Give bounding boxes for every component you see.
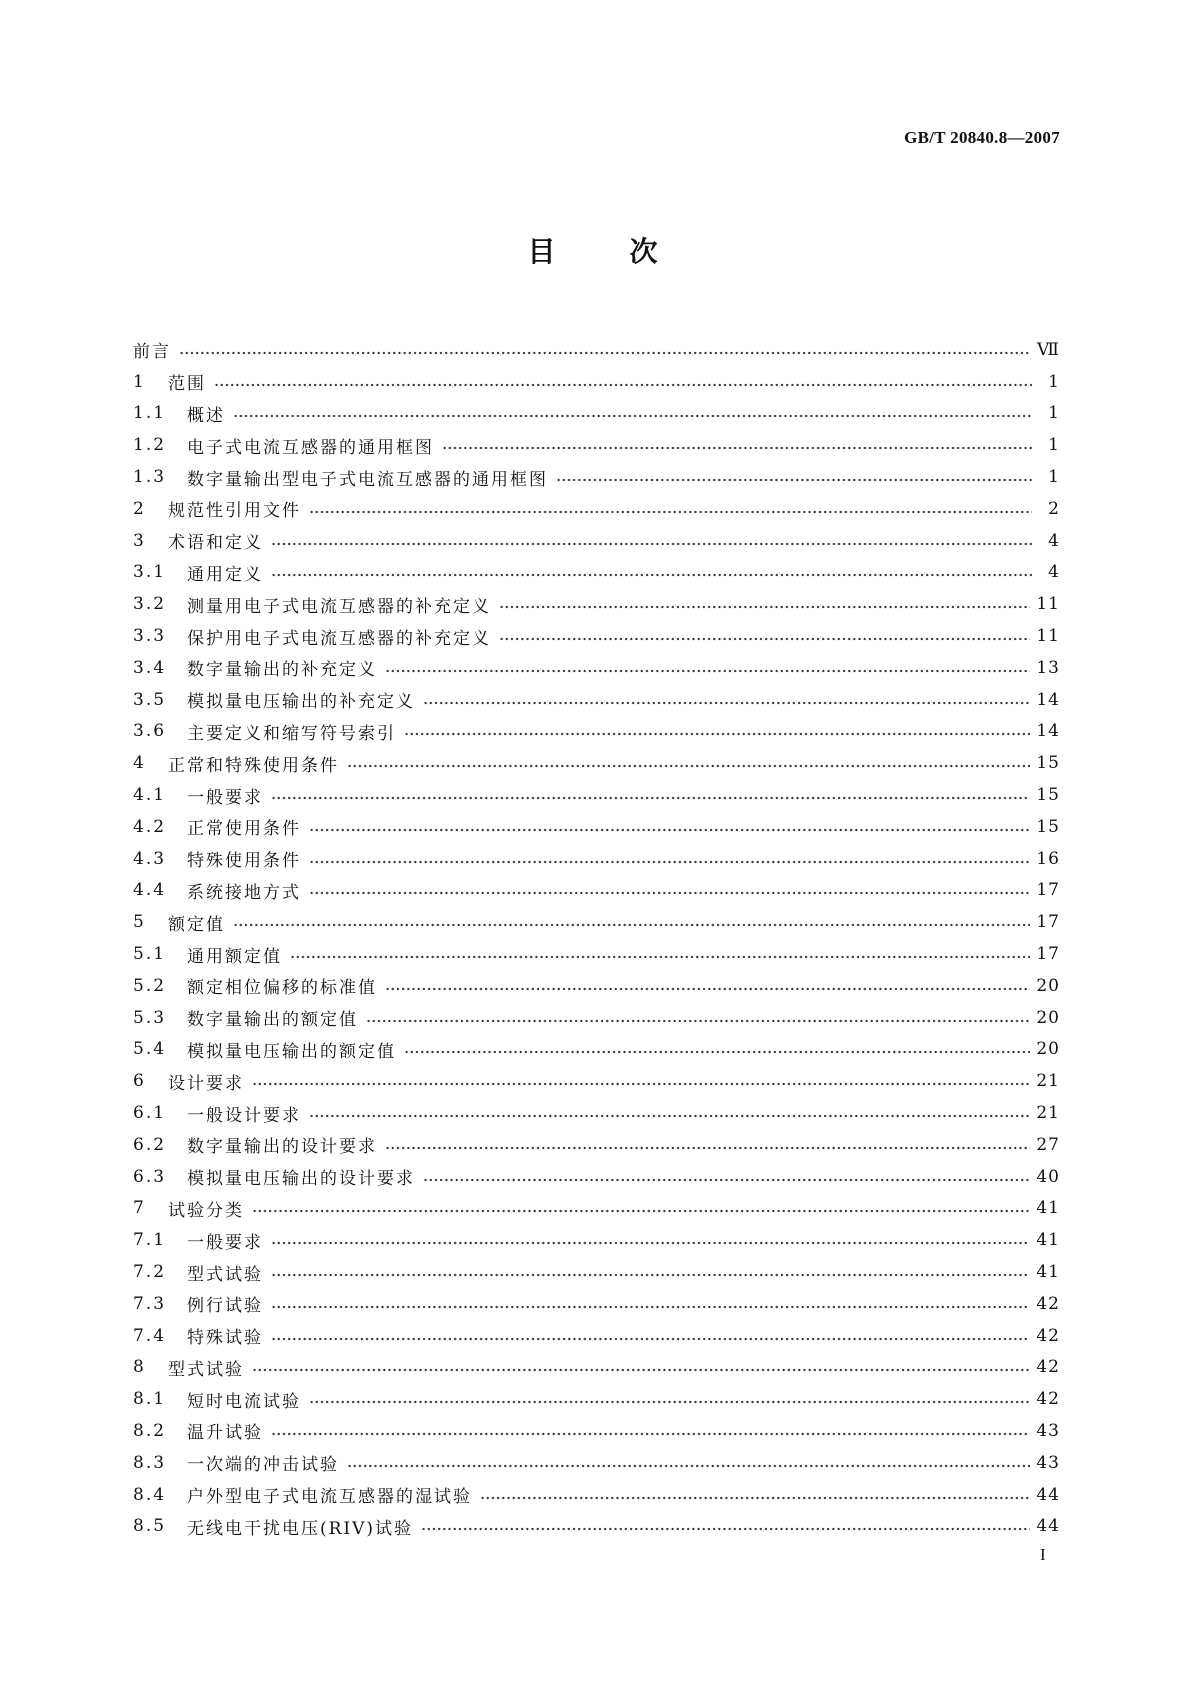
toc-entry-title: 一般要求: [187, 787, 263, 808]
toc-entry: [133, 334, 1060, 366]
toc-leader-dots: [252, 1206, 1030, 1216]
toc-entry: [133, 779, 1060, 811]
toc-entry-page: 17: [1036, 880, 1060, 901]
toc-entry: [133, 906, 1060, 938]
toc-entry-title: 术语和定义: [168, 533, 263, 554]
toc-entry-number: 3: [133, 530, 146, 551]
toc-leader-dots: [309, 825, 1030, 835]
toc-entry-number: 3.1: [133, 562, 167, 583]
toc-entry-title: 概述: [187, 405, 225, 426]
toc-entry-title: 通用额定值: [187, 946, 282, 967]
toc-entry-number: 1.3: [133, 467, 167, 488]
toc-entry-page: 44: [1036, 1484, 1060, 1505]
toc-leader-dots: [179, 348, 1031, 358]
toc-entry-number: 3.6: [133, 721, 167, 742]
footer-page-number: I: [1040, 1545, 1046, 1564]
toc-entry-page: 11: [1036, 626, 1060, 647]
toc-entry: [133, 525, 1060, 557]
toc-entry-number: 5.1: [133, 944, 167, 965]
toc-entry: [133, 747, 1060, 779]
toc-entry: [133, 1510, 1060, 1542]
toc-entry: [133, 1320, 1060, 1352]
toc-entry-number: 6.2: [133, 1134, 167, 1155]
toc-entry-number: 3.4: [133, 657, 167, 678]
toc-entry: [133, 461, 1060, 493]
toc-entry-number: 8.2: [133, 1420, 167, 1441]
toc-entry-title: 试验分类: [168, 1200, 244, 1221]
toc-entry-number: 7.1: [133, 1230, 167, 1251]
toc-entry-title: 规范性引用文件: [168, 501, 301, 522]
toc-entry-page: 1: [1048, 403, 1060, 424]
toc-leader-dots: [421, 1524, 1030, 1534]
toc-entry-page: 43: [1036, 1452, 1060, 1473]
toc-entry-page: 42: [1036, 1293, 1060, 1314]
toc-entry-number: 3.5: [133, 689, 167, 710]
toc-entry-number: 8.4: [133, 1484, 167, 1505]
toc-entry-page: 14: [1036, 721, 1060, 742]
toc-entry: [133, 1383, 1060, 1415]
toc-entry-title: 额定相位偏移的标准值: [187, 978, 377, 999]
toc-entry-title: 模拟量电压输出的额定值: [187, 1041, 396, 1062]
toc-entry-page: 42: [1036, 1357, 1060, 1378]
toc-leader-dots: [233, 411, 1032, 421]
toc-entry-number: 7: [133, 1198, 146, 1219]
toc-entry-number: 4.3: [133, 848, 167, 869]
toc-entry-page: 44: [1036, 1516, 1060, 1537]
toc-entry: [133, 588, 1060, 620]
toc-entry-title: 范围: [168, 374, 206, 395]
toc-entry: [133, 1002, 1060, 1034]
toc-entry-title: 电子式电流互感器的通用框图: [187, 437, 434, 458]
toc-entry-page: 15: [1036, 816, 1060, 837]
toc-leader-dots: [309, 888, 1030, 898]
toc-leader-dots: [214, 380, 1032, 390]
toc-entry-number: 8.5: [133, 1516, 167, 1537]
toc-entry-number: 8.3: [133, 1452, 167, 1473]
toc-entry-title: 通用定义: [187, 564, 263, 585]
toc-entry: [133, 398, 1060, 430]
toc-entry-title: 例行试验: [187, 1296, 263, 1317]
toc-entry-page: 17: [1036, 944, 1060, 965]
toc-leader-dots: [347, 1461, 1030, 1471]
toc-entry-number: 7.2: [133, 1262, 167, 1282]
toc-leader-dots: [423, 698, 1030, 708]
toc-entry-title: 正常和特殊使用条件: [168, 755, 339, 776]
toc-entry-number: 4.2: [133, 816, 167, 837]
toc-leader-dots: [309, 507, 1032, 517]
toc-entry: [133, 1479, 1060, 1511]
toc-entry-page: 21: [1036, 1103, 1060, 1124]
toc-entry-title: 数字量输出的补充定义: [187, 660, 377, 681]
toc-entry-number: 4.4: [133, 880, 167, 901]
toc-entry: [133, 1097, 1060, 1129]
toc-entry-title: 一次端的冲击试验: [187, 1455, 339, 1476]
toc-entry-number: 6: [133, 1071, 146, 1092]
toc-entry: [133, 1288, 1060, 1320]
toc-entry-number: 5.2: [133, 975, 167, 996]
toc-entry: [133, 1129, 1060, 1161]
toc-entry-page: 27: [1036, 1134, 1060, 1155]
toc-leader-dots: [271, 1270, 1030, 1280]
table-of-contents: [133, 334, 1060, 1542]
toc-entry-page: 41: [1036, 1198, 1060, 1219]
toc-entry-title: 模拟量电压输出的设计要求: [187, 1169, 415, 1190]
toc-leader-dots: [271, 1429, 1030, 1439]
toc-entry-page: 41: [1036, 1262, 1060, 1282]
toc-entry: [133, 557, 1060, 589]
toc-entry-number: 8.1: [133, 1389, 167, 1410]
toc-leader-dots: [271, 1238, 1030, 1248]
page-title: 目 次: [527, 235, 664, 268]
toc-entry: [133, 1256, 1060, 1288]
toc-entry-title: 数字量输出型电子式电流互感器的通用框图: [187, 469, 548, 490]
toc-entry-number: 5.3: [133, 1007, 167, 1028]
toc-entry-number: 1.2: [133, 435, 167, 456]
toc-leader-dots: [309, 1111, 1030, 1121]
toc-leader-dots: [271, 570, 1032, 580]
toc-entry: [133, 843, 1060, 875]
toc-entry-title: 无线电干扰电压(RIV)试验: [187, 1518, 414, 1539]
toc-entry: [133, 1193, 1060, 1225]
toc-entry: [133, 811, 1060, 843]
toc-entry-page: 1: [1048, 467, 1060, 488]
toc-entry-title: 温升试验: [187, 1423, 263, 1444]
toc-entry-page: 42: [1036, 1325, 1060, 1346]
toc-entry: [133, 429, 1060, 461]
toc-entry-page: 42: [1036, 1389, 1060, 1410]
toc-entry: [133, 1415, 1060, 1447]
toc-entry-page: 16: [1036, 848, 1060, 869]
toc-entry-title: 前言: [133, 342, 171, 363]
toc-leader-dots: [404, 1047, 1030, 1057]
toc-entry-page: 4: [1048, 530, 1060, 551]
toc-entry-number: 6.1: [133, 1103, 167, 1124]
toc-leader-dots: [309, 1397, 1030, 1407]
toc-leader-dots: [309, 857, 1030, 867]
toc-leader-dots: [385, 666, 1030, 676]
toc-entry-page: 20: [1036, 1039, 1060, 1060]
toc-leader-dots: [271, 793, 1030, 803]
toc-entry: [133, 716, 1060, 748]
toc-entry-page: 15: [1036, 753, 1060, 774]
toc-leader-dots: [499, 634, 1030, 644]
toc-entry-title: 特殊使用条件: [187, 851, 301, 872]
toc-entry-number: 3.3: [133, 626, 167, 647]
toc-entry-number: 5: [133, 912, 146, 933]
toc-entry-page: Ⅶ: [1037, 339, 1060, 360]
toc-entry-title: 一般设计要求: [187, 1105, 301, 1126]
toc-entry: [133, 875, 1060, 907]
toc-entry-page: 2: [1048, 498, 1060, 519]
toc-entry-page: 20: [1036, 1007, 1060, 1028]
toc-leader-dots: [385, 1143, 1030, 1153]
toc-leader-dots: [252, 1079, 1030, 1089]
toc-entry: [133, 1034, 1060, 1066]
toc-entry: [133, 652, 1060, 684]
toc-entry-page: 11: [1036, 594, 1060, 615]
toc-entry-page: 21: [1036, 1071, 1060, 1092]
toc-entry-number: 3.2: [133, 594, 167, 615]
toc-entry-title: 保护用电子式电流互感器的补充定义: [187, 628, 491, 649]
toc-leader-dots: [480, 1493, 1030, 1503]
toc-entry-title: 一般要求: [187, 1232, 263, 1253]
toc-entry-number: 1.1: [133, 403, 167, 424]
toc-entry-title: 户外型电子式电流互感器的湿试验: [187, 1487, 472, 1508]
toc-entry-page: 13: [1036, 657, 1060, 678]
toc-entry-number: 7.4: [133, 1325, 167, 1346]
toc-entry-number: 7.3: [133, 1293, 167, 1314]
toc-entry: [133, 366, 1060, 398]
toc-entry-number: 2: [133, 498, 146, 519]
toc-entry-title: 数字量输出的设计要求: [187, 1137, 377, 1158]
toc-entry: [133, 1065, 1060, 1097]
toc-entry-title: 测量用电子式电流互感器的补充定义: [187, 596, 491, 617]
toc-entry-title: 短时电流试验: [187, 1391, 301, 1412]
toc-leader-dots: [442, 443, 1032, 453]
toc-entry-page: 15: [1036, 785, 1060, 806]
toc-entry: [133, 938, 1060, 970]
toc-entry-title: 模拟量电压输出的补充定义: [187, 692, 415, 713]
toc-entry-page: 43: [1036, 1420, 1060, 1441]
toc-leader-dots: [271, 1302, 1030, 1312]
toc-entry: [133, 1447, 1060, 1479]
toc-entry-title: 正常使用条件: [187, 819, 301, 840]
toc-entry: [133, 493, 1060, 525]
toc-leader-dots: [366, 1016, 1030, 1026]
toc-entry-page: 17: [1036, 912, 1060, 933]
toc-entry-number: 4.1: [133, 785, 167, 806]
toc-entry: [133, 1224, 1060, 1256]
toc-leader-dots: [271, 539, 1032, 549]
toc-entry: [133, 1161, 1060, 1193]
toc-leader-dots: [423, 1175, 1030, 1185]
toc-entry-title: 系统接地方式: [187, 882, 301, 903]
toc-entry-number: 5.4: [133, 1039, 167, 1060]
toc-entry-page: 1: [1048, 435, 1060, 456]
toc-leader-dots: [499, 602, 1030, 612]
toc-entry-title: 主要定义和缩写符号索引: [187, 723, 396, 744]
toc-entry: [133, 620, 1060, 652]
toc-entry-page: 4: [1048, 562, 1060, 583]
toc-entry: [133, 684, 1060, 716]
toc-entry-title: 特殊试验: [187, 1328, 263, 1349]
toc-entry-title: 型式试验: [187, 1264, 263, 1285]
toc-entry-page: 40: [1036, 1166, 1060, 1187]
toc-entry-title: 数字量输出的额定值: [187, 1010, 358, 1031]
standard-code: GB/T 20840.8—2007: [904, 128, 1060, 147]
toc-leader-dots: [252, 1365, 1030, 1375]
toc-entry-page: 1: [1048, 371, 1060, 392]
toc-entry-page: 14: [1036, 689, 1060, 710]
toc-entry-number: 8: [133, 1357, 146, 1378]
toc-entry: [133, 1352, 1060, 1384]
toc-leader-dots: [290, 952, 1030, 962]
toc-entry-number: 1: [133, 371, 146, 392]
toc-entry-page: 20: [1036, 975, 1060, 996]
toc-entry: [133, 970, 1060, 1002]
toc-leader-dots: [556, 475, 1032, 485]
toc-entry-page: 41: [1036, 1230, 1060, 1251]
toc-leader-dots: [271, 1334, 1030, 1344]
toc-entry-number: 6.3: [133, 1166, 167, 1187]
toc-entry-title: 额定值: [168, 914, 225, 935]
toc-entry-number: 4: [133, 753, 146, 774]
toc-leader-dots: [233, 920, 1030, 930]
toc-entry-title: 型式试验: [168, 1359, 244, 1380]
toc-leader-dots: [404, 729, 1030, 739]
toc-entry-title: 设计要求: [168, 1073, 244, 1094]
toc-leader-dots: [347, 761, 1030, 771]
toc-leader-dots: [385, 984, 1030, 994]
